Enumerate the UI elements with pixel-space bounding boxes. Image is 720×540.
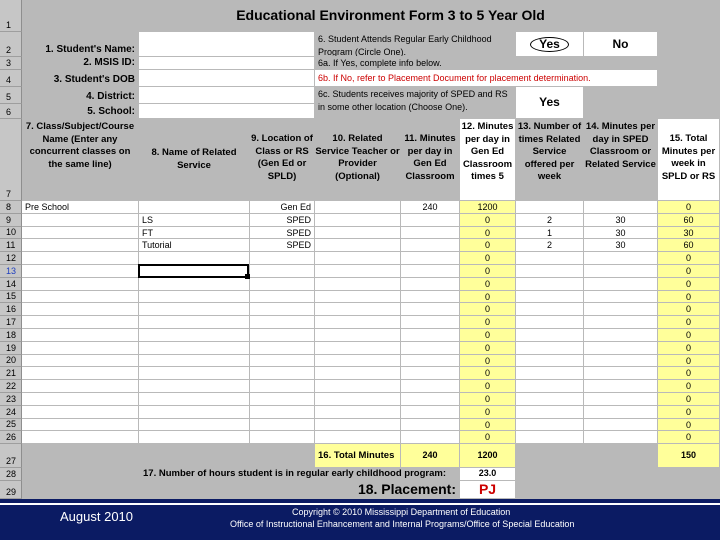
school-label: 5. School: (22, 104, 139, 119)
cell-min-day-row-16[interactable] (401, 303, 460, 316)
cell-min-week-row-21[interactable]: 0 (460, 367, 516, 380)
cell-min-week-row-13[interactable]: 0 (460, 265, 516, 278)
cell-min-sped-row-26[interactable] (584, 431, 658, 444)
cell-times-row-10[interactable]: 1 (516, 227, 584, 240)
cell-min-day-row-13[interactable] (401, 265, 460, 278)
cell-times-row-22[interactable] (516, 380, 584, 393)
totals-filler (22, 444, 315, 468)
msis-id-label: 2. MSIS ID: (22, 57, 139, 70)
cell-teacher-row-15[interactable] (315, 291, 401, 304)
title-cell (22, 0, 720, 32)
cell-times-row-18[interactable] (516, 329, 584, 342)
msis-id-input[interactable] (139, 57, 315, 70)
cell-min-week-row-18[interactable]: 0 (460, 329, 516, 342)
cell-location-row-9[interactable]: SPED (250, 214, 315, 227)
cell-location-row-16[interactable] (250, 303, 315, 316)
cell-total-row-13[interactable]: 0 (658, 265, 720, 278)
cell-min-week-row-17[interactable]: 0 (460, 316, 516, 329)
cell-course-row-15[interactable] (22, 291, 139, 304)
cell-total-row-9[interactable]: 60 (658, 214, 720, 227)
cell-min-day-row-24[interactable] (401, 406, 460, 419)
cell-service-row-24[interactable] (139, 406, 250, 419)
row-number-26[interactable]: 26 (0, 431, 22, 444)
cell-course-row-17[interactable] (22, 316, 139, 329)
cell-course-row-11[interactable] (22, 239, 139, 252)
cell-teacher-row-13[interactable] (315, 265, 401, 278)
cell-min-day-row-14[interactable] (401, 278, 460, 291)
cell-min-sped-row-19[interactable] (584, 342, 658, 355)
row-number-29[interactable]: 29 (0, 481, 22, 499)
cell-min-week-row-9[interactable]: 0 (460, 214, 516, 227)
cell-min-day-row-11[interactable] (401, 239, 460, 252)
q17-value: 23.0 (460, 468, 516, 481)
cell-min-sped-row-12[interactable] (584, 252, 658, 265)
cell-min-sped-row-22[interactable] (584, 380, 658, 393)
cell-teacher-row-25[interactable] (315, 419, 401, 432)
cell-teacher-row-18[interactable] (315, 329, 401, 342)
q6-no-option[interactable]: No (584, 32, 658, 57)
cell-service-row-14[interactable] (139, 278, 250, 291)
totals-mid-filler (516, 444, 658, 468)
cell-location-row-12[interactable] (250, 252, 315, 265)
row-number-3[interactable]: 3 (0, 57, 22, 70)
cell-times-row-21[interactable] (516, 367, 584, 380)
cell-min-day-row-21[interactable] (401, 367, 460, 380)
cell-service-row-15[interactable] (139, 291, 250, 304)
cell-times-row-16[interactable] (516, 303, 584, 316)
cell-total-row-18[interactable]: 0 (658, 329, 720, 342)
cell-service-row-20[interactable] (139, 355, 250, 368)
col8-header: 8. Name of Related Service (139, 119, 250, 201)
row-number-25[interactable]: 25 (0, 419, 22, 432)
col9-header: 9. Location of Class or RS (Gen Ed or SPLD) (250, 119, 315, 201)
cell-course-row-18[interactable] (22, 329, 139, 342)
cell-location-row-18[interactable] (250, 329, 315, 342)
cell-min-sped-row-13[interactable] (584, 265, 658, 278)
cell-total-row-26[interactable]: 0 (658, 431, 720, 444)
row-number-20[interactable]: 20 (0, 355, 22, 368)
cell-location-row-21[interactable] (250, 367, 315, 380)
cell-service-row-16[interactable] (139, 303, 250, 316)
cell-location-row-11[interactable]: SPED (250, 239, 315, 252)
cell-times-row-25[interactable] (516, 419, 584, 432)
cell-min-sped-row-23[interactable] (584, 393, 658, 406)
cell-course-row-12[interactable] (22, 252, 139, 265)
cell-total-row-10[interactable]: 30 (658, 227, 720, 240)
q17-filler (22, 468, 139, 481)
cell-times-row-8[interactable] (516, 201, 584, 214)
fill-handle[interactable] (245, 274, 250, 279)
cell-course-row-9[interactable] (22, 214, 139, 227)
cell-min-day-row-23[interactable] (401, 393, 460, 406)
row-number-10[interactable]: 10 (0, 227, 22, 240)
cell-location-row-19[interactable] (250, 342, 315, 355)
cell-min-day-row-15[interactable] (401, 291, 460, 304)
school-input[interactable] (139, 104, 315, 119)
cell-total-row-14[interactable]: 0 (658, 278, 720, 291)
total-gen-ed-week: 1200 (460, 444, 516, 468)
district-input[interactable] (139, 87, 315, 104)
cell-min-sped-row-11[interactable]: 30 (584, 239, 658, 252)
row-number-18[interactable]: 18 (0, 329, 22, 342)
total-sped: 150 (658, 444, 720, 468)
cell-course-row-13[interactable] (22, 265, 139, 278)
cell-course-row-25[interactable] (22, 419, 139, 432)
cell-min-week-row-22[interactable]: 0 (460, 380, 516, 393)
row-number-28[interactable]: 28 (0, 468, 22, 481)
cell-service-row-26[interactable] (139, 431, 250, 444)
cell-service-row-23[interactable] (139, 393, 250, 406)
cell-min-day-row-10[interactable] (401, 227, 460, 240)
placement-label: 18. Placement: (22, 481, 460, 499)
cell-total-row-23[interactable]: 0 (658, 393, 720, 406)
row-number-23[interactable]: 23 (0, 393, 22, 406)
cell-course-row-20[interactable] (22, 355, 139, 368)
cell-location-row-13[interactable] (250, 265, 315, 278)
row-number-7[interactable]: 7 (0, 119, 22, 201)
cell-min-sped-row-20[interactable] (584, 355, 658, 368)
cell-min-sped-row-21[interactable] (584, 367, 658, 380)
cell-min-sped-row-24[interactable] (584, 406, 658, 419)
q6a-text: 6a. If Yes, complete info below. (315, 57, 720, 70)
footer-copyright: Copyright © 2010 Mississippi Department of Education (292, 507, 511, 517)
col12-header: 12. Minutes per day in Gen Ed Classroom times 5 (460, 119, 516, 201)
cell-total-row-16[interactable]: 0 (658, 303, 720, 316)
cell-min-week-row-16[interactable]: 0 (460, 303, 516, 316)
col15-header: 15. Total Minutes per week in SPLD or RS (658, 119, 720, 201)
cell-course-row-10[interactable] (22, 227, 139, 240)
cell-times-row-23[interactable] (516, 393, 584, 406)
row-number-13[interactable]: 13 (0, 265, 22, 278)
cell-min-week-row-23[interactable]: 0 (460, 393, 516, 406)
cell-min-sped-row-25[interactable] (584, 419, 658, 432)
row-number-24[interactable]: 24 (0, 406, 22, 419)
cell-min-day-row-12[interactable] (401, 252, 460, 265)
cell-course-row-16[interactable] (22, 303, 139, 316)
cell-location-row-24[interactable] (250, 406, 315, 419)
cell-teacher-row-20[interactable] (315, 355, 401, 368)
row-number-16[interactable]: 16 (0, 303, 22, 316)
row-number-12[interactable]: 12 (0, 252, 22, 265)
cell-service-row-11[interactable]: Tutorial (139, 239, 250, 252)
cell-min-week-row-26[interactable]: 0 (460, 431, 516, 444)
footer-divider (0, 503, 720, 505)
row-number-1[interactable]: 1 (0, 0, 22, 32)
cell-min-week-row-11[interactable]: 0 (460, 239, 516, 252)
cell-total-row-19[interactable]: 0 (658, 342, 720, 355)
cell-times-row-13[interactable] (516, 265, 584, 278)
cell-teacher-row-23[interactable] (315, 393, 401, 406)
row-number-9[interactable]: 9 (0, 214, 22, 227)
cell-location-row-25[interactable] (250, 419, 315, 432)
cell-service-row-25[interactable] (139, 419, 250, 432)
cell-teacher-row-24[interactable] (315, 406, 401, 419)
cell-min-day-row-25[interactable] (401, 419, 460, 432)
cell-total-row-8[interactable]: 0 (658, 201, 720, 214)
cell-min-sped-row-18[interactable] (584, 329, 658, 342)
cell-course-row-22[interactable] (22, 380, 139, 393)
cell-min-sped-row-16[interactable] (584, 303, 658, 316)
cell-times-row-9[interactable]: 2 (516, 214, 584, 227)
cell-min-sped-row-9[interactable]: 30 (584, 214, 658, 227)
cell-location-row-22[interactable] (250, 380, 315, 393)
cell-total-row-12[interactable]: 0 (658, 252, 720, 265)
cell-location-row-20[interactable] (250, 355, 315, 368)
cell-total-row-15[interactable]: 0 (658, 291, 720, 304)
q6c-filler (584, 87, 720, 119)
cell-location-row-10[interactable]: SPED (250, 227, 315, 240)
cell-teacher-row-11[interactable] (315, 239, 401, 252)
cell-service-row-21[interactable] (139, 367, 250, 380)
cell-course-row-26[interactable] (22, 431, 139, 444)
footer-office: Office of Instructional Enhancement and Internal Programs/Office of Special Education (230, 519, 575, 529)
cell-location-row-17[interactable] (250, 316, 315, 329)
cell-course-row-24[interactable] (22, 406, 139, 419)
cell-min-sped-row-8[interactable] (584, 201, 658, 214)
cell-min-day-row-9[interactable] (401, 214, 460, 227)
cell-min-week-row-10[interactable]: 0 (460, 227, 516, 240)
cell-service-row-19[interactable] (139, 342, 250, 355)
q6c-answer[interactable]: Yes (516, 87, 584, 119)
col14-header: 14. Minutes per day in SPED Classroom or Related Service (584, 119, 658, 201)
cell-min-sped-row-14[interactable] (584, 278, 658, 291)
row-number-17[interactable]: 17 (0, 316, 22, 329)
cell-min-day-row-17[interactable] (401, 316, 460, 329)
q6b-filler (658, 70, 720, 87)
row-number-5[interactable]: 5 (0, 87, 22, 104)
cell-teacher-row-16[interactable] (315, 303, 401, 316)
q6b-text: 6b. If No, refer to Placement Document for placement determination. (315, 70, 658, 87)
cell-times-row-11[interactable]: 2 (516, 239, 584, 252)
row-number-14[interactable]: 14 (0, 278, 22, 291)
cell-total-row-11[interactable]: 60 (658, 239, 720, 252)
row-number-19[interactable]: 19 (0, 342, 22, 355)
cell-min-day-row-8[interactable]: 240 (401, 201, 460, 214)
col11-header: 11. Minutes per day in Gen Ed Classroom (401, 119, 460, 201)
student-name-label: 1. Student's Name: (22, 32, 139, 57)
cell-teacher-row-19[interactable] (315, 342, 401, 355)
footer-date: August 2010 (60, 509, 134, 524)
row-number-21[interactable]: 21 (0, 367, 22, 380)
q6-filler (658, 32, 720, 57)
row-number-8[interactable]: 8 (0, 201, 22, 214)
cell-min-week-row-15[interactable]: 0 (460, 291, 516, 304)
cell-teacher-row-26[interactable] (315, 431, 401, 444)
cell-min-week-row-24[interactable]: 0 (460, 406, 516, 419)
q17-label: 17. Number of hours student is in regular early childhood program: (139, 468, 460, 481)
row-number-6[interactable]: 6 (0, 104, 22, 119)
cell-times-row-20[interactable] (516, 355, 584, 368)
q17-right-filler (516, 468, 720, 481)
cell-total-row-25[interactable]: 0 (658, 419, 720, 432)
cell-min-day-row-20[interactable] (401, 355, 460, 368)
cell-min-week-row-20[interactable]: 0 (460, 355, 516, 368)
cell-service-row-22[interactable] (139, 380, 250, 393)
cell-course-row-23[interactable] (22, 393, 139, 406)
cell-course-row-14[interactable] (22, 278, 139, 291)
cell-service-row-17[interactable] (139, 316, 250, 329)
cell-times-row-17[interactable] (516, 316, 584, 329)
cell-min-sped-row-10[interactable]: 30 (584, 227, 658, 240)
total-gen-ed: 240 (401, 444, 460, 468)
cell-total-row-21[interactable]: 0 (658, 367, 720, 380)
cell-min-day-row-19[interactable] (401, 342, 460, 355)
cell-times-row-15[interactable] (516, 291, 584, 304)
cell-teacher-row-9[interactable] (315, 214, 401, 227)
cell-total-row-22[interactable]: 0 (658, 380, 720, 393)
col7-header: 7. Class/Subject/Course Name (Enter any concurrent classes on the same line) (22, 119, 139, 201)
cell-teacher-row-12[interactable] (315, 252, 401, 265)
cell-min-day-row-26[interactable] (401, 431, 460, 444)
cell-min-week-row-14[interactable]: 0 (460, 278, 516, 291)
q6-yes-cell[interactable] (516, 32, 584, 57)
row-number-15[interactable]: 15 (0, 291, 22, 304)
cell-teacher-row-17[interactable] (315, 316, 401, 329)
cell-teacher-row-8[interactable] (315, 201, 401, 214)
cell-location-row-8[interactable]: Gen Ed (250, 201, 315, 214)
cell-min-sped-row-17[interactable] (584, 316, 658, 329)
cell-service-row-8[interactable] (139, 201, 250, 214)
cell-service-row-18[interactable] (139, 329, 250, 342)
student-name-input[interactable] (139, 32, 315, 57)
cell-min-week-row-8[interactable]: 1200 (460, 201, 516, 214)
cell-location-row-14[interactable] (250, 278, 315, 291)
row-number-22[interactable]: 22 (0, 380, 22, 393)
cell-times-row-14[interactable] (516, 278, 584, 291)
cell-times-row-26[interactable] (516, 431, 584, 444)
total-minutes-label: 16. Total Minutes (315, 444, 401, 468)
student-dob-input[interactable] (139, 70, 315, 87)
cell-min-week-row-19[interactable]: 0 (460, 342, 516, 355)
cell-course-row-8[interactable]: Pre School (22, 201, 139, 214)
cell-teacher-row-14[interactable] (315, 278, 401, 291)
cell-location-row-15[interactable] (250, 291, 315, 304)
form-title: Educational Environment Form 3 to 5 Year Old (236, 7, 545, 23)
row-number-2[interactable]: 2 (0, 32, 22, 57)
cell-times-row-24[interactable] (516, 406, 584, 419)
student-dob-label: 3. Student's DOB (22, 70, 139, 87)
cell-teacher-row-21[interactable] (315, 367, 401, 380)
q6-text: 6. Student Attends Regular Early Childhood Program (Circle One). (315, 32, 516, 57)
cell-total-row-24[interactable]: 0 (658, 406, 720, 419)
cell-service-row-9[interactable]: LS (139, 214, 250, 227)
cell-teacher-row-22[interactable] (315, 380, 401, 393)
cell-teacher-row-10[interactable] (315, 227, 401, 240)
cell-min-week-row-12[interactable]: 0 (460, 252, 516, 265)
q6c-text: 6c. Students receives majority of SPED and RS in some other location (Choose One). (315, 87, 516, 119)
cell-location-row-23[interactable] (250, 393, 315, 406)
cell-course-row-19[interactable] (22, 342, 139, 355)
cell-times-row-12[interactable] (516, 252, 584, 265)
row-number-4[interactable]: 4 (0, 70, 22, 87)
cell-total-row-20[interactable]: 0 (658, 355, 720, 368)
cell-location-row-26[interactable] (250, 431, 315, 444)
cell-course-row-21[interactable] (22, 367, 139, 380)
cell-min-week-row-25[interactable]: 0 (460, 419, 516, 432)
cell-times-row-19[interactable] (516, 342, 584, 355)
row-number-27[interactable]: 27 (0, 444, 22, 468)
row-number-11[interactable]: 11 (0, 239, 22, 252)
selected-cell[interactable] (138, 264, 249, 278)
cell-total-row-17[interactable]: 0 (658, 316, 720, 329)
cell-min-day-row-22[interactable] (401, 380, 460, 393)
cell-service-row-10[interactable]: FT (139, 227, 250, 240)
cell-min-day-row-18[interactable] (401, 329, 460, 342)
placement-right-filler (516, 481, 720, 499)
q6-yes-circled[interactable]: Yes (530, 37, 569, 52)
col10-header: 10. Related Service Teacher or Provider (Optional) (315, 119, 401, 201)
placement-value: PJ (460, 481, 516, 499)
col13-header: 13. Number of times Related Service offered per week (516, 119, 584, 201)
district-label: 4. District: (22, 87, 139, 104)
cell-min-sped-row-15[interactable] (584, 291, 658, 304)
